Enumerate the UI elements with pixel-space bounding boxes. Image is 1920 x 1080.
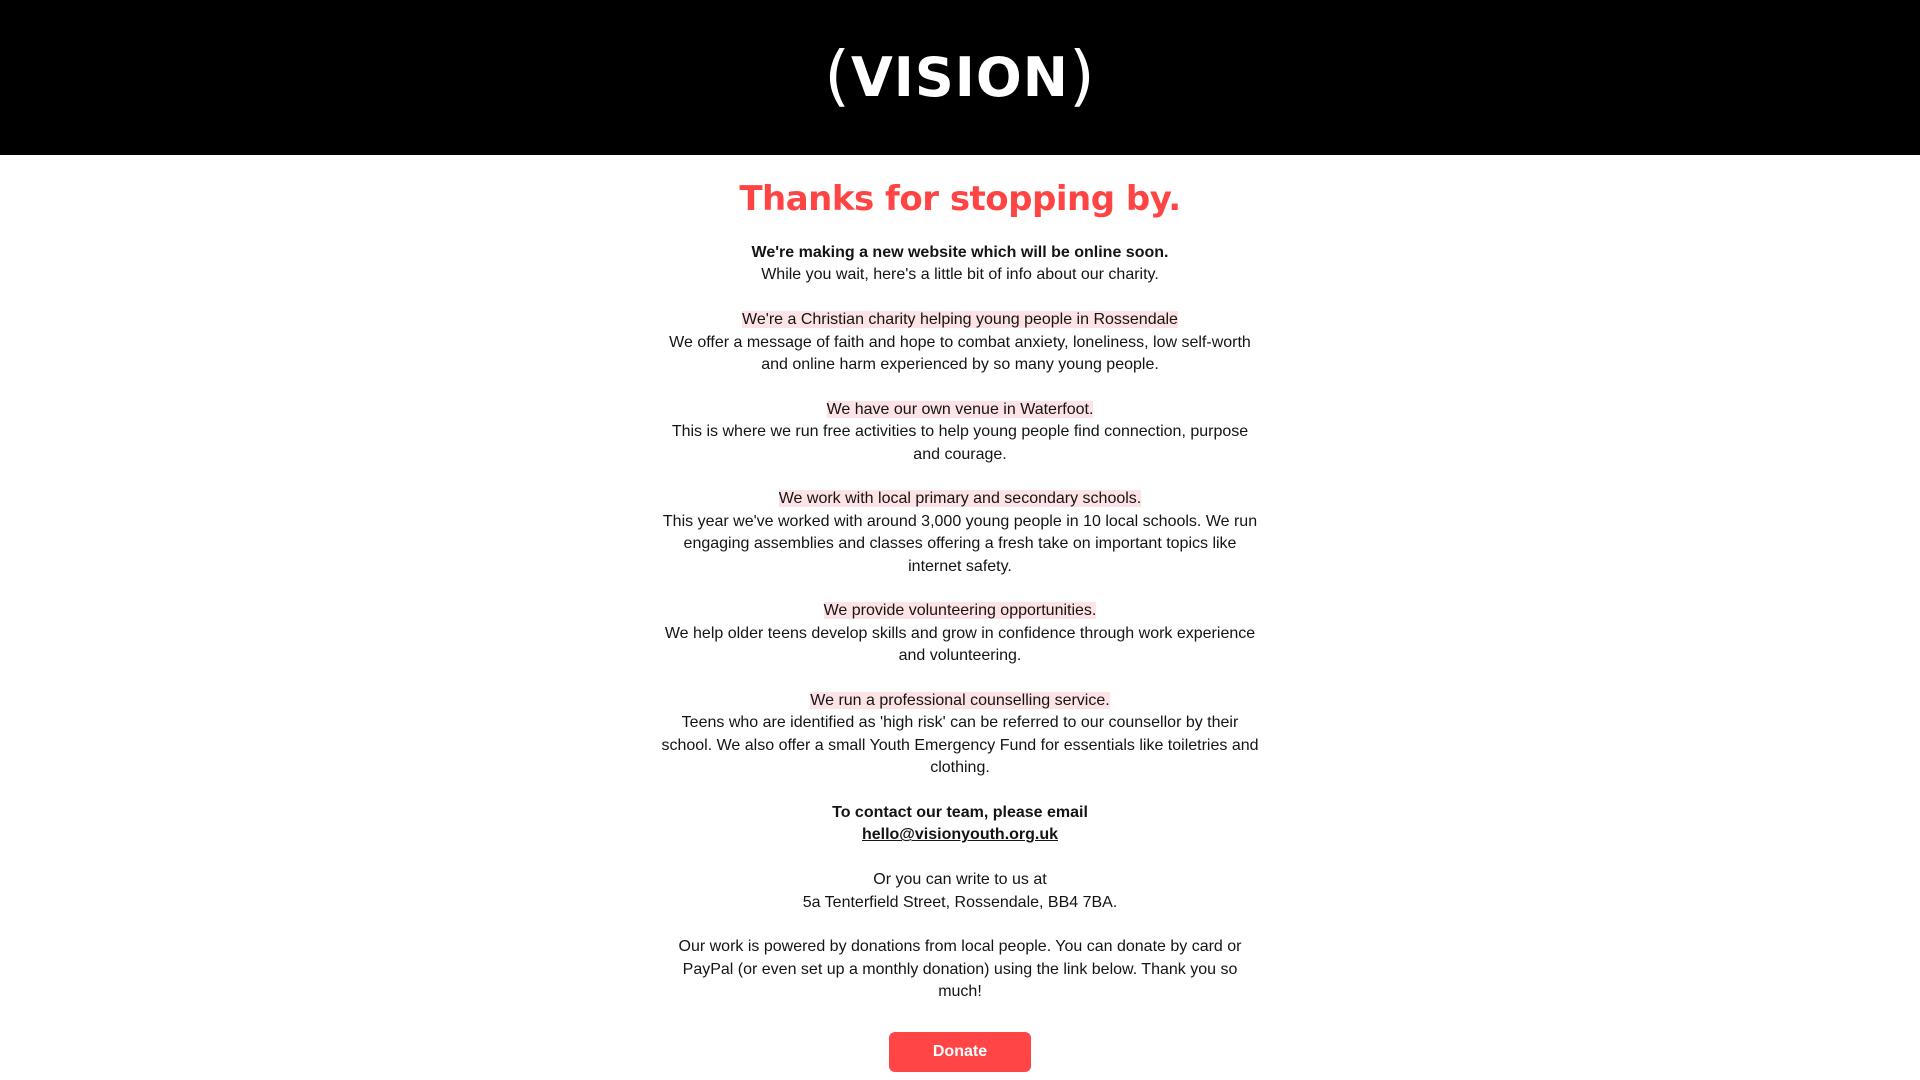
- logo-close-paren: ): [1068, 37, 1096, 114]
- site-header: [0, 0, 1920, 155]
- section-body: This year we've worked with around 3,000 young people in 10 local schools. We run engaging assemblies and classes offering a fresh take on important topics like internet safety.: [662, 512, 1258, 575]
- section-volunteering: [660, 600, 1260, 667]
- vision-logo[interactable]: [0, 37, 1920, 114]
- intro-text: While you wait, here's a little bit of info about our charity.: [761, 266, 1159, 284]
- page-title: Thanks for stopping by.: [739, 179, 1181, 219]
- section-heading: We provide volunteering opportunities.: [823, 602, 1097, 620]
- section-body: This is where we run free activities to help young people find connection, purpose and courage.: [671, 423, 1249, 463]
- donate-wrapper: [660, 1032, 1260, 1072]
- intro-heading: We're making a new website which will be online soon.: [751, 244, 1169, 261]
- contact-block: [660, 802, 1260, 847]
- section-venue: [660, 399, 1260, 466]
- section-christian-charity: [660, 309, 1260, 376]
- main-content: [660, 176, 1260, 1072]
- section-heading: We work with local primary and secondary schools.: [778, 490, 1142, 508]
- section-heading: We have our own venue in Waterfoot.: [826, 400, 1094, 418]
- intro-block: [660, 242, 1260, 287]
- address-prompt: Or you can write to us at: [873, 871, 1047, 889]
- email-link[interactable]: hello@visionyouth.org.uk: [861, 826, 1059, 844]
- address-line: 5a Tenterfield Street, Rossendale, BB4 7BA.: [802, 893, 1118, 911]
- logo-text: VISION: [851, 46, 1069, 109]
- contact-prompt: To contact our team, please email: [832, 804, 1088, 822]
- section-body: Teens who are identified as 'high risk' can be referred to our counsellor by their school. We also offer a small Youth Emergency Fund for essentials like toiletries and clothing.: [661, 714, 1259, 777]
- section-heading: We run a professional counselling service.: [810, 692, 1110, 710]
- address-block: [660, 869, 1260, 914]
- section-schools: [660, 488, 1260, 578]
- donation-text: Our work is powered by donations from local people. You can donate by card or PayPal (or even set up a monthly donation) using the link below. Thank you so much!: [678, 938, 1242, 1001]
- donate-button[interactable]: Donate: [889, 1032, 1031, 1072]
- logo-open-paren: (: [824, 37, 852, 114]
- section-counselling: [660, 690, 1260, 780]
- section-body: We help older teens develop skills and grow in confidence through work experience and volunteering.: [664, 624, 1256, 665]
- section-body: We offer a message of faith and hope to combat anxiety, loneliness, low self-worth and online harm experienced by so many young people.: [669, 333, 1251, 374]
- section-heading: We're a Christian charity helping young people in Rossendale: [742, 311, 1178, 329]
